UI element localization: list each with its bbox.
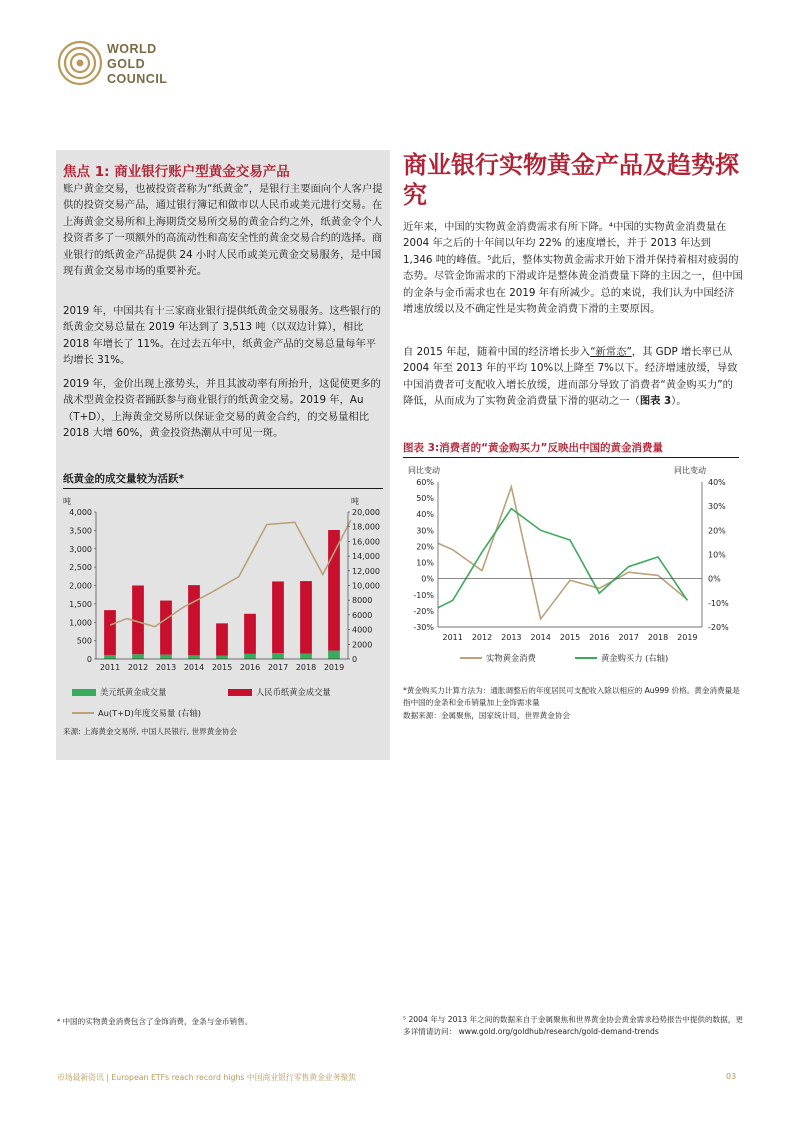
chart2-purchasing-power-line [438,509,687,608]
chart1-bar-usd [160,655,172,659]
chart1-right-tick-label: 10,000 [352,581,380,591]
chart2-left-tick-label: 20% [416,542,434,552]
focus-title: 焦点 1: 商业银行账户型黄金交易产品 [63,164,290,180]
chart1-legend-usd: 美元纸黄金成交量 [72,686,166,698]
focus-paragraph-3: 2019 年，金价出现上涨势头，并且其波动率有所抬升，这促使更多的战术型黄金投资者踊跃参与商业银行的纸黄金交易。2019 年，Au（T+D），上海黄金交易所以保证金交易的黄金合约，的交易量相比 2018 大增 60%，黄金投资热潮从中可见一斑。 [63,378,381,440]
chart2-left-tick-label: -10% [413,590,434,600]
chart1-bar-usd [328,651,340,659]
chart1-right-tick-label: 2000 [352,640,373,650]
chart1-bar-usd [244,654,256,659]
new-normal-link[interactable]: “新常态” [590,346,632,358]
chart2-x-tick-label: 2018 [647,633,669,642]
chart1-right-tick-label: 6000 [352,610,373,620]
chart1-bar-usd [272,653,284,659]
chart1-left-tick-label: 3,500 [69,526,92,536]
page-title: 商业银行实物黄金产品及趋势探究 [403,151,739,209]
legend-swatch-consumption [460,657,482,659]
logo-wordmark: WORLD GOLD COUNCIL [107,42,168,86]
chart1-x-tick-label: 2012 [127,663,149,670]
footer-text: 市场最新资讯 | European ETFs reach record highs 中国商业银行零售黄金业务聚焦 [57,1073,357,1082]
chart2-x-tick-label: 2011 [442,633,463,642]
chart1-bar-rmb [216,623,228,655]
chart1-right-tick-label: 20,000 [352,508,380,517]
chart1-x-tick-label: 2018 [295,663,317,670]
chart2-right-tick-label: -20% [708,623,729,632]
world-gold-council-logo [57,40,197,90]
chart1-right-tick-label: 4000 [352,625,373,635]
chart1-x-tick-label: 2016 [239,663,261,670]
page-number: 03 [726,1072,737,1081]
footnote-5: ⁵ 2004 年与 2013 年之间的数据来自于金属聚焦和世界黄金协会黄金需求趋势报告中提供的数据，更多详情请访问： www.gold.org/goldhub/research/gold-demand-trends [403,1015,743,1036]
chart1-right-tick-label: 18,000 [352,522,380,532]
chart2-x-tick-label: 2017 [618,633,639,642]
chart1-left-tick-label: 2,500 [69,563,92,573]
chart2-left-tick-label: 40% [416,510,434,520]
main-paragraph-2: 自 2015 年起，随着中国的经济增长步入“新常态”，其 GDP 增长率已从 2004 年至 2013 年的平均 10%以上降至 7%以下。经济增速放缓，导致中国消费者可支配收入增长放缓，进而部分导致了消费者“黄金购买力”的降低，从而成为了实物黄金消费量下滑的驱动之一（图表 3）。 [403,346,738,408]
chart2-right-axis-unit: 同比变动 [674,466,706,475]
chart1-bar-rmb [160,601,172,655]
chart1-legend-autd: Au(T+D)年度交易量 (右轴) [72,707,201,719]
chart1-right-tick-label: 8000 [352,596,373,606]
chart1-bar-rmb [300,581,312,653]
chart2-legend-consumption: 实物黄金消费 [460,652,536,664]
chart1-bar-usd [188,655,200,659]
chart1-right-tick-label: 12,000 [352,566,380,576]
chart1-right-tick-label: 16,000 [352,537,380,547]
logo-rings-icon [57,40,103,86]
chart2-title-rule [403,457,739,458]
chart1-title-rule [63,488,383,489]
chart1-right-tick-label: 0 [352,655,358,664]
legend-swatch-purchasing-power [575,657,597,659]
chart2-left-tick-label: 60% [416,478,434,487]
chart2-x-tick-label: 2014 [530,633,551,642]
chart1-bar-usd [104,655,116,659]
chart1-x-tick-label: 2013 [155,663,177,670]
chart1-legend-rmb: 人民币纸黄金成交量 [228,686,331,698]
chart2-legend-purchasing-power: 黄金购买力 (右轴) [575,652,668,664]
chart2-right-tick-label: -10% [708,598,729,608]
chart2-left-axis-unit: 同比变动 [408,466,440,475]
chart1-right-tick-label: 14,000 [352,552,380,562]
chart2-left-tick-label: 50% [416,494,434,504]
chart2-right-tick-label: 10% [708,550,726,560]
chart1-bar-rmb [272,581,284,653]
chart1-x-tick-label: 2017 [267,663,289,670]
chart1-bar-rmb [328,530,340,651]
chart2-right-tick-label: 40% [708,478,726,487]
main-paragraph-1: 近年来，中国的实物黄金消费需求有所下降。⁴中国的实物黄金消费量在 2004 年之后的十年间以年均 22% 的速度增长，并于 2013 年达到 1,346 吨的峰值。⁵此后，整体实物黄金需求开始下滑并保持着相对疲弱的态势。尽管金饰需求的下滑或许是整体黄金消费量下降的主因之一，但中国的金条与金币需求也在 2019 年有所减少。总的来说，我们认为中国经济增速放缓以及不确定性是实物黄金消费下滑的主要原因。 [403,221,743,316]
chart2-right-tick-label: 0% [708,574,721,584]
chart1-left-tick-label: 2,000 [69,581,92,591]
chart2-left-tick-label: 30% [416,526,434,536]
legend-swatch-usd [72,689,96,696]
chart1-bar-rmb [188,585,200,655]
chart2-left-tick-label: -30% [413,623,434,632]
chart2-right-tick-label: 30% [708,502,726,512]
chart2-left-tick-label: 10% [416,558,434,568]
chart1-bar-usd [132,654,144,659]
chart1-bar-usd [300,653,312,659]
chart2-right-tick-label: 20% [708,526,726,536]
chart2-x-tick-label: 2016 [589,633,610,642]
chart1-x-tick-label: 2019 [323,663,345,670]
chart2-note: *黄金购买力计算方法为：通胀调整后的年度居民可支配收入除以相应的 Au999 价格。黄金消费量是指中国的金条和金币销量加上金饰需求量 [403,686,740,707]
chart2-left-tick-label: -20% [413,606,434,616]
focus-paragraph-2: 2019 年，中国共有十三家商业银行提供纸黄金交易服务。这些银行的纸黄金交易总量在 2019 年达到了 3,513 吨（以双边计算），相比 2018 年增长了 11%。在过去五年中，纸黄金产品的交易总量每年平均增长 31%。 [63,305,381,367]
chart1-autd-line [110,520,351,627]
chart2-x-tick-label: 2013 [501,633,522,642]
chart1-bar-usd [216,656,228,659]
chart1-bar-chart [56,492,390,670]
chart1-left-tick-label: 3,000 [69,544,92,554]
chart2-left-tick-label: 0% [421,574,434,584]
chart1-left-tick-label: 500 [76,636,92,646]
chart1-left-tick-label: 1,000 [69,618,92,628]
legend-swatch-rmb [228,689,252,696]
chart2-x-tick-label: 2015 [559,633,581,642]
chart1-left-axis-unit: 吨 [63,497,71,506]
chart1-x-tick-label: 2014 [183,663,205,670]
chart1-x-tick-label: 2015 [211,663,233,670]
legend-swatch-autd [72,712,94,714]
chart1-left-tick-label: 1,500 [69,599,92,609]
chart1-x-tick-label: 2011 [99,663,121,670]
chart2-x-tick-label: 2012 [471,633,493,642]
chart1-title: 纸黄金的成交量较为活跃* [63,473,184,485]
footnote-4: ⁴ 中国的实物黄金消费包含了金饰消费，金条与金币销售。 [57,1017,253,1026]
chart1-left-tick-label: 0 [86,655,92,664]
chart1-source: 来源: 上海黄金交易所, 中国人民银行, 世界黄金协会 [63,727,238,736]
chart2-x-tick-label: 2019 [677,633,698,642]
chart2-source: 数据来源：金属聚焦，国家统计局，世界黄金协会 [403,711,571,720]
chart1-bar-rmb [104,610,116,655]
chart1-left-tick-label: 4,000 [69,508,92,517]
chart2-title: 图表 3:消费者的“黄金购买力”反映出中国的黄金消费量 [403,442,663,454]
focus-paragraph-1: 账户黄金交易，也被投资者称为“纸黄金”，是银行主要面向个人客户提供的投资交易产品，通过银行簿记和做市以人民币或美元进行交易。在上海黄金交易所和上海期货交易所交易的黄金合约之外，纸黄金令个人投资者多了一项额外的高流动性和高安全性的黄金交易合约的选择。商业银行的纸黄金产品提供 24 小时人民币或美元黄金交易服务，是中国现有黄金交易市场的重要补充。 [63,183,383,278]
chart2-consumption-line [438,487,687,619]
chart1-bar-rmb [244,614,256,654]
chart1-right-axis-unit: 吨 [351,497,359,506]
chart2-line-chart [400,460,745,650]
